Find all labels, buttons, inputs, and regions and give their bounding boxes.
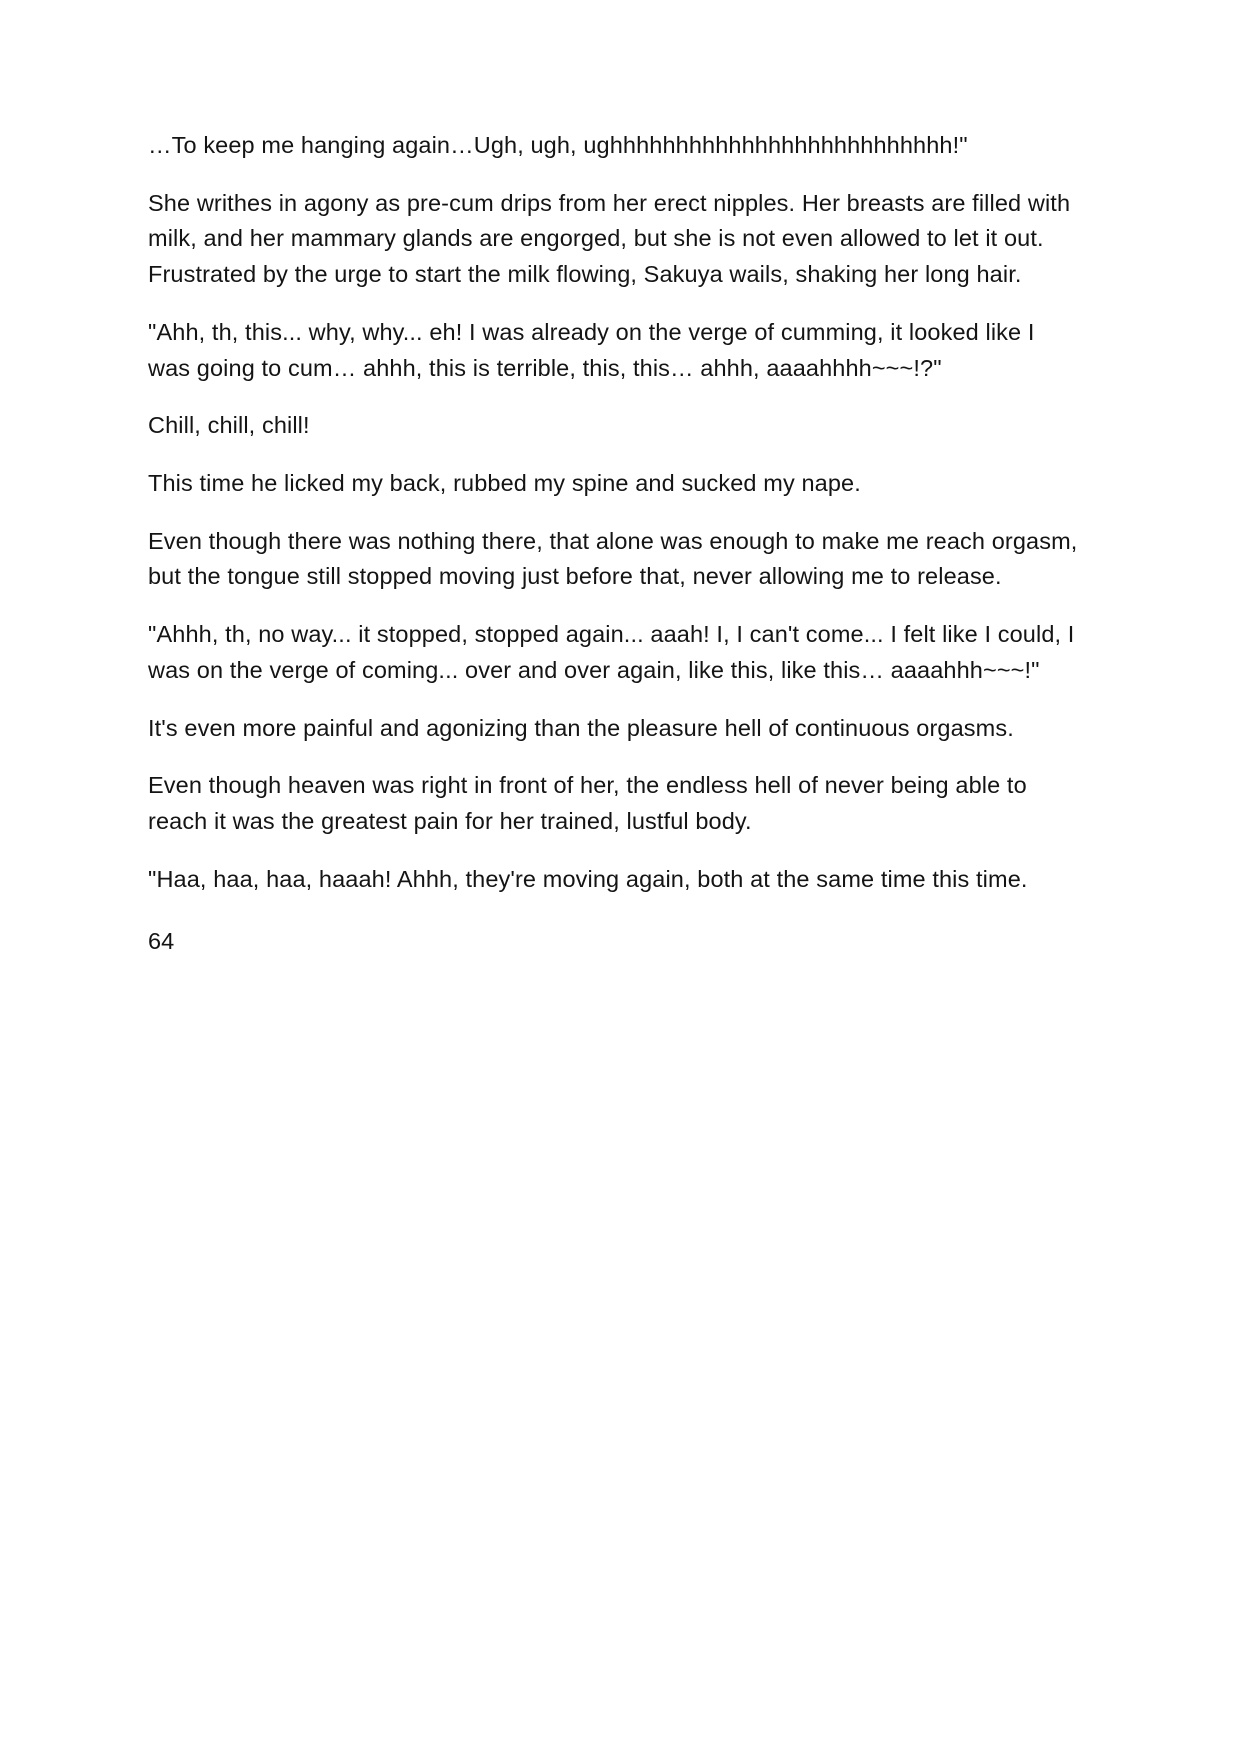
page-number: 64 bbox=[148, 927, 175, 954]
paragraph: "Ahhh, th, no way... it stopped, stopped again... aaah! I, I can't come... I felt like I could, I was on the verge of coming... over and over again, like this, like this… aaaahhh~~~!" bbox=[148, 621, 1075, 683]
paragraph: This time he licked my back, rubbed my spine and sucked my nape. bbox=[148, 470, 861, 497]
paragraph: …To keep me hanging again…Ugh, ugh, ughhhhhhhhhhhhhhhhhhhhhhhhhh!" bbox=[148, 132, 968, 158]
paragraph: She writhes in agony as pre-cum drips from her erect nipples. Her breasts are filled with milk, and her mammary glands are engorged, but she is not even allowed to let it out. Frustrated by the urge to start the milk flowing, Sakuya wails, shaking her long hair. bbox=[148, 189, 1071, 288]
paragraph: "Haa, haa, haa, haaah! Ahhh, they're moving again, both at the same time this time. bbox=[148, 865, 1028, 892]
paragraph: It's even more painful and agonizing than the pleasure hell of continuous orgasms. bbox=[148, 714, 1014, 741]
paragraph: "Ahh, th, this... why, why... eh! I was already on the verge of cumming, it looked like I was going to cum… ahhh, this is terrible, this, this… ahhh, aaaahhhh~~~!?" bbox=[148, 318, 1035, 381]
page-text-body bbox=[148, 128, 1078, 959]
paragraph: Chill, chill, chill! bbox=[148, 412, 310, 439]
paragraph: Even though heaven was right in front of her, the endless hell of never being able to reach it was the greatest pain for her trained, lustful body. bbox=[148, 772, 1027, 835]
paragraph: Even though there was nothing there, that alone was enough to make me reach orgasm, but the tongue still stopped moving just before that, never allowing me to release. bbox=[148, 527, 1078, 590]
